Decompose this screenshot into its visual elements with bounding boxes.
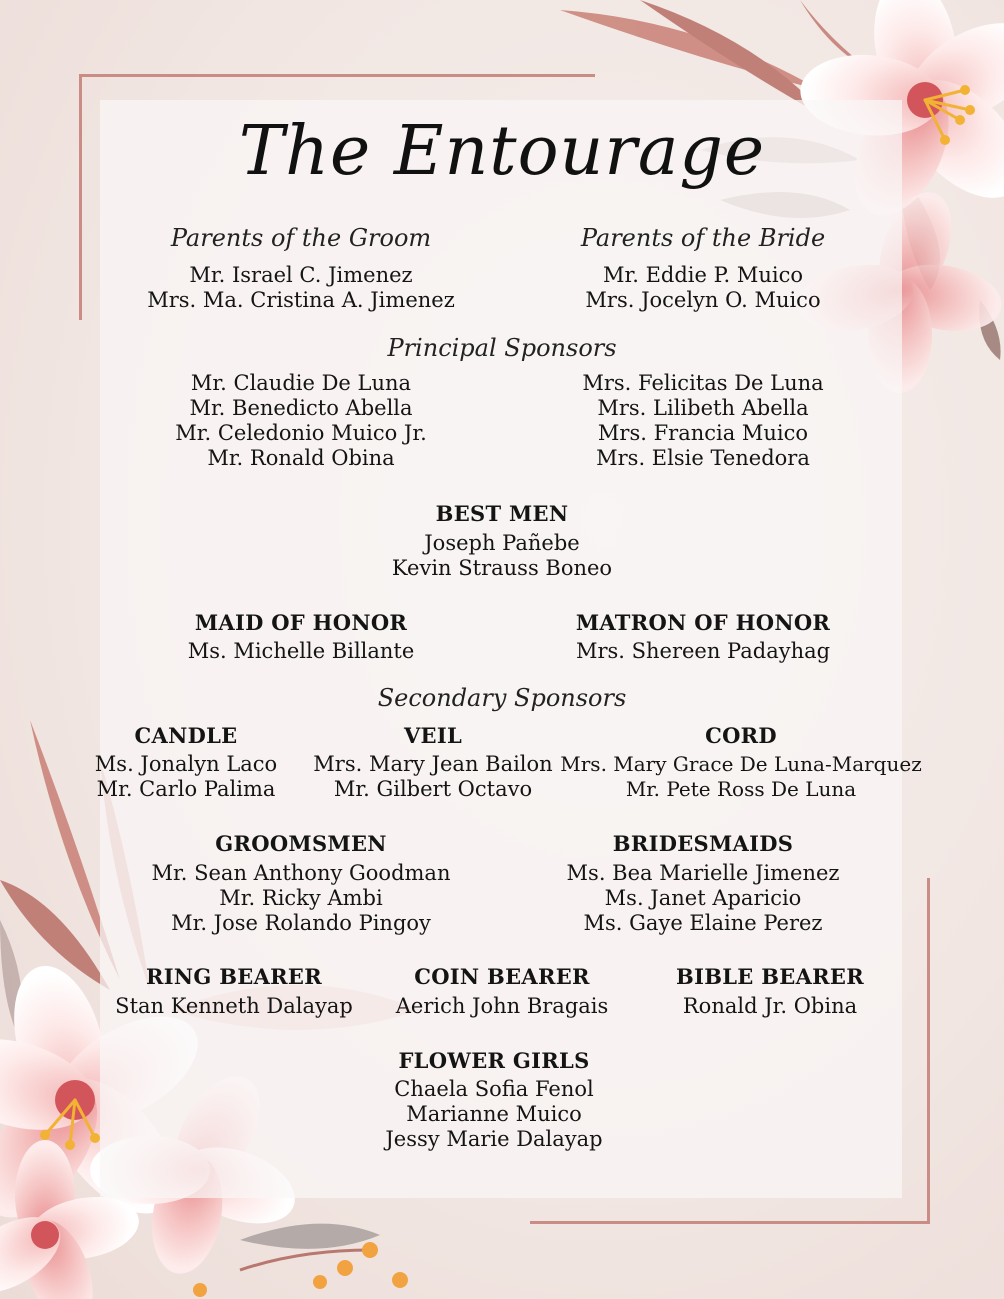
best-men-list (392, 531, 612, 581)
bridesmaids-list (567, 861, 840, 936)
list-item: Mr. Claudie De Luna (190, 371, 412, 395)
list-item: Mrs. Felicitas De Luna (582, 371, 824, 395)
list-item: Marianne Muico (406, 1102, 582, 1126)
list-item: Mr. Jose Rolando Pingoy (171, 911, 431, 935)
list-item: Mrs. Francia Muico (597, 421, 809, 445)
candle-list (95, 752, 277, 802)
maid-of-honor-heading: MAID OF HONOR (194, 610, 408, 635)
list-item: Mr. Sean Anthony Goodman (151, 861, 451, 885)
list-item: Mrs. Lilibeth Abella (597, 396, 809, 420)
list-item: Ms. Janet Aparicio (604, 886, 802, 910)
page-title: The Entourage (238, 112, 766, 191)
list-item: Ms. Bea Marielle Jimenez (566, 861, 840, 885)
list-item: Ms. Jonalyn Laco (94, 752, 278, 776)
parents-groom-heading: Parents of the Groom (170, 224, 432, 252)
bible-bearer-heading: BIBLE BEARER (676, 964, 864, 989)
list-item: Mr. Carlo Palima (96, 777, 276, 801)
list-item: Mrs. Jocelyn O. Muico (585, 288, 821, 312)
flower-girls-heading: FLOWER GIRLS (398, 1048, 590, 1073)
veil-list (313, 752, 552, 802)
matron-of-honor-heading: MATRON OF HONOR (575, 610, 831, 635)
secondary-sponsors-heading: Secondary Sponsors (377, 684, 627, 712)
groomsmen-heading: GROOMSMEN (215, 831, 387, 856)
candle-heading: CANDLE (134, 723, 238, 748)
bridesmaids-heading: BRIDESMAIDS (612, 831, 794, 856)
matron-of-honor-list (576, 639, 830, 664)
ring-bearer-list (115, 994, 353, 1019)
list-item: Mr. Pete Ross De Luna (625, 777, 857, 801)
list-item: Mr. Celedonio Muico Jr. (175, 421, 427, 445)
coin-bearer-list (396, 994, 609, 1019)
list-item: Ronald Jr. Obina (682, 994, 858, 1018)
list-item: Mrs. Elsie Tenedora (596, 446, 810, 470)
parents-bride-heading: Parents of the Bride (580, 224, 826, 252)
list-item: Mrs. Mary Grace De Luna-Marquez (560, 752, 922, 776)
list-item: Jessy Marie Dalayap (385, 1127, 603, 1151)
list-item: Mr. Gilbert Octavo (333, 777, 533, 801)
parents-bride-list (585, 263, 820, 313)
list-item: Aerich John Bragais (395, 994, 609, 1018)
list-item: Chaela Sofia Fenol (394, 1077, 594, 1101)
list-item: Mrs. Shereen Padayhag (575, 639, 831, 663)
principal-sponsors-women (582, 371, 823, 471)
list-item: Mrs. Ma. Cristina A. Jimenez (147, 288, 455, 312)
list-item: Mr. Ronald Obina (207, 446, 395, 470)
principal-sponsors-heading: Principal Sponsors (387, 334, 617, 362)
list-item: Ms. Michelle Billante (187, 639, 415, 663)
parents-groom-list (147, 263, 455, 313)
list-item: Joseph Pañebe (424, 531, 580, 555)
coin-bearer-heading: COIN BEARER (414, 964, 590, 989)
principal-sponsors-men (175, 371, 427, 471)
veil-heading: VEIL (403, 723, 463, 748)
cord-list (560, 752, 921, 802)
list-item: Mr. Benedicto Abella (189, 396, 413, 420)
groomsmen-list (152, 861, 451, 936)
list-item: Mr. Ricky Ambi (219, 886, 383, 910)
list-item: Kevin Strauss Boneo (391, 556, 613, 580)
bible-bearer-list (683, 994, 857, 1019)
flower-girls-list (385, 1077, 602, 1152)
list-item: Ms. Gaye Elaine Perez (583, 911, 823, 935)
maid-of-honor-list (188, 639, 415, 664)
list-item: Mr. Israel C. Jimenez (189, 263, 413, 287)
list-item: Stan Kenneth Dalayap (115, 994, 353, 1018)
ring-bearer-heading: RING BEARER (146, 964, 322, 989)
best-men-heading: BEST MEN (435, 501, 569, 526)
list-item: Mrs. Mary Jean Bailon (313, 752, 553, 776)
cord-heading: CORD (705, 723, 777, 748)
list-item: Mr. Eddie P. Muico (603, 263, 803, 287)
